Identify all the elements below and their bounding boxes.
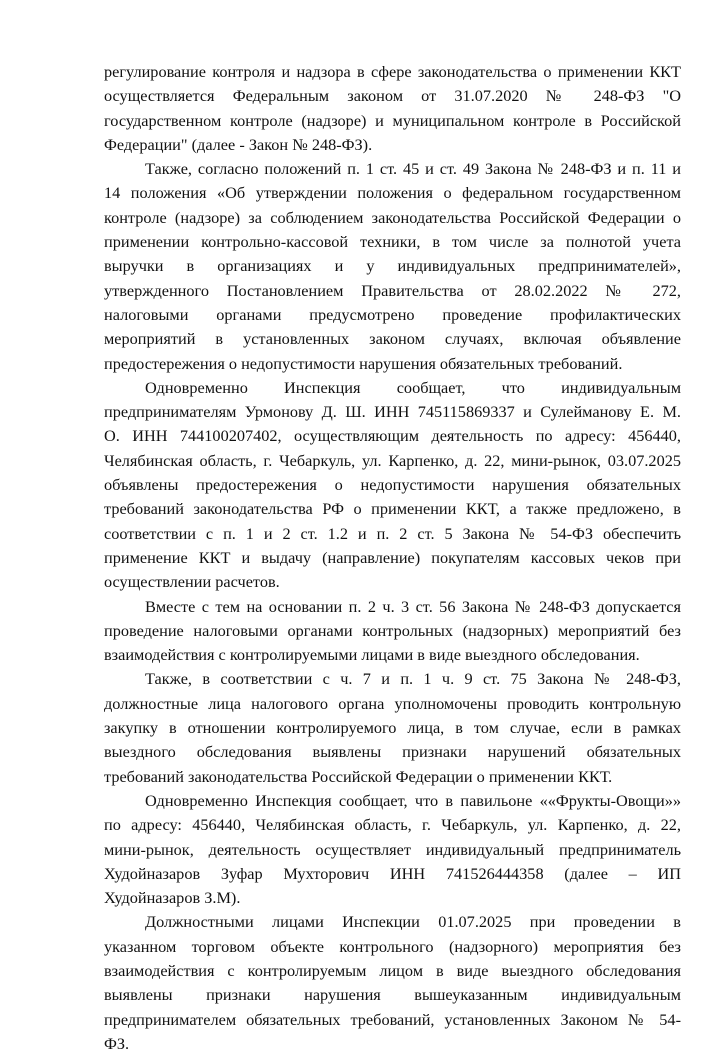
paragraph-violations-found: [104, 910, 681, 1056]
text-line: Одновременно Инспекция сообщает, что в павильоне ««Фрукты-Овощи»»: [145, 790, 681, 810]
text-line: выявлены признаки нарушения вышеуказанным индивидуальным: [104, 985, 681, 1005]
text-line: утвержденного Постановлением Правительства от 28.02.2022 № 272,: [104, 280, 681, 300]
text-line: Федерации" (далее - Закон № 248-ФЗ).: [104, 134, 373, 154]
text-line: взаимодействия с контролируемыми лицами в виде выездного обследования.: [104, 645, 640, 665]
text-line: проведение налоговыми органами контрольных (надзорных) мероприятий без: [104, 620, 681, 640]
text-line: мероприятий в установленных законом случаях, включая объявление: [104, 329, 681, 349]
text-line: контроле (надзоре) за соблюдением законодательства Российской Федерации о: [104, 207, 681, 227]
text-line: 14 положения «Об утверждении положения о федеральном государственном: [104, 183, 681, 203]
paragraph-law-reference: [104, 60, 681, 157]
text-line: Также, согласно положений п. 1 ст. 45 и ст. 49 Закона № 248-ФЗ и п. 11 и: [145, 159, 681, 179]
paragraph-pavilion-entrepreneur: [104, 789, 681, 910]
paragraph-preventive-measures: [104, 157, 681, 376]
text-line: закупку в отношении контролируемого лица, в том случае, если в рамках: [104, 718, 681, 738]
text-line: мини-рынок, деятельность осуществляет индивидуальный предприниматель: [104, 839, 681, 859]
text-line: применение ККТ и выдачу (направление) покупателям кассовых чеков при: [104, 547, 681, 567]
text-line: требований законодательства РФ о применении ККТ, а также предложено, в: [104, 499, 681, 519]
text-line: предостережения о недопустимости нарушения обязательных требований.: [104, 353, 623, 373]
text-line: О. ИНН 744100207402, осуществляющим деятельность по адресу: 456440,: [104, 426, 681, 446]
text-line: ФЗ.: [104, 1033, 130, 1053]
text-line: Худойназаров Зуфар Мухторович ИНН 741526444358 (далее – ИП: [104, 863, 681, 883]
text-line: государственном контроле (надзоре) и муниципальном контроле в Российской: [104, 110, 681, 130]
text-line: предпринимателем обязательных требований, установленных Законом № 54-: [104, 1009, 681, 1029]
document-page: [104, 60, 681, 1056]
text-line: Челябинская область, г. Чебаркуль, ул. Карпенко, д. 22, мини-рынок, 03.07.2025: [104, 450, 681, 470]
paragraph-field-inspection: [104, 595, 681, 668]
text-line: Также, в соответствии с ч. 7 и п. 1 ч. 9 ст. 75 Закона № 248-ФЗ,: [145, 669, 681, 689]
text-line: применении контрольно-кассовой техники, в том числе за полнотой учета: [104, 232, 681, 252]
text-line: осуществляется Федеральным законом от 31.07.2020 № 248-ФЗ "О: [104, 86, 681, 106]
text-line: взаимодействия с контролируемым лицом в виде выездного обследования: [104, 960, 681, 980]
text-line: налоговыми органами предусмотрено проведение профилактических: [104, 304, 681, 324]
paragraph-control-purchase: [104, 667, 681, 788]
paragraph-warnings-issued: [104, 376, 681, 595]
text-line: Худойназаров З.М).: [104, 888, 241, 908]
text-line: указанном торговом объекте контрольного (надзорного) мероприятия без: [104, 936, 681, 956]
text-line: объявлены предостережения о недопустимости нарушения обязательных: [104, 475, 681, 495]
text-line: осуществлении расчетов.: [104, 572, 280, 592]
text-line: Вместе с тем на основании п. 2 ч. 3 ст. 56 Закона № 248-ФЗ допускается: [145, 596, 681, 616]
text-line: регулирование контроля и надзора в сфере законодательства о применении ККТ: [104, 62, 681, 81]
text-line: Одновременно Инспекция сообщает, что индивидуальным: [145, 377, 681, 397]
text-line: предпринимателям Урмонову Д. Ш. ИНН 745115869337 и Сулейманову Е. М.: [104, 402, 681, 422]
text-line: Должностными лицами Инспекции 01.07.2025 при проведении в: [145, 912, 681, 932]
text-line: по адресу: 456440, Челябинская область, г. Чебаркуль, ул. Карпенко, д. 22,: [104, 815, 681, 835]
text-line: соответствии с п. 1 и 2 ст. 1.2 и п. 2 ст. 5 Закона № 54-ФЗ обеспечить: [104, 523, 681, 543]
text-line: выездного обследования выявлены признаки нарушений обязательных: [104, 742, 681, 762]
text-line: выручки в организациях и у индивидуальных предпринимателей»,: [104, 256, 681, 276]
text-line: требований законодательства Российской Федерации о применении ККТ.: [104, 766, 613, 786]
text-line: должностные лица налогового органа уполномочены проводить контрольную: [104, 693, 681, 713]
